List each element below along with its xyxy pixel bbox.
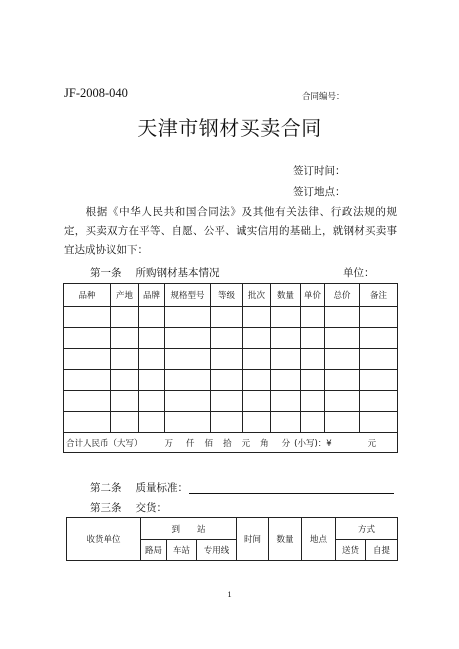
table-cell[interactable] (111, 328, 139, 349)
arrival-station-header: 到 站 (141, 518, 237, 540)
table-row (64, 391, 398, 412)
table-cell[interactable] (301, 349, 325, 370)
column-header: 品牌 (139, 284, 165, 307)
table-cell[interactable] (211, 349, 243, 370)
delivery-header-row (67, 518, 398, 540)
table-cell[interactable] (243, 412, 271, 433)
table-cell[interactable] (271, 307, 301, 328)
table-cell[interactable] (360, 391, 398, 412)
article-3-heading (90, 500, 167, 515)
table-row (64, 370, 398, 391)
article-1-heading (90, 265, 220, 280)
railway-bureau-header: 路局 (141, 540, 167, 561)
table-cell[interactable] (139, 349, 165, 370)
table-row (64, 328, 398, 349)
table-cell[interactable] (139, 412, 165, 433)
table-cell[interactable] (111, 370, 139, 391)
table-row (64, 349, 398, 370)
table-cell[interactable] (165, 349, 211, 370)
table-cell[interactable] (243, 349, 271, 370)
table-cell[interactable] (360, 370, 398, 391)
table-cell[interactable] (139, 370, 165, 391)
intro-paragraph (64, 203, 397, 260)
unit-yuan: 元 (241, 438, 251, 449)
form-code: JF-2008-040 (64, 86, 128, 100)
table-cell[interactable] (111, 391, 139, 412)
delivery-table (66, 517, 398, 561)
unit-label: 单位： (343, 267, 375, 279)
unit-shi: 拾 (223, 438, 232, 449)
table-cell[interactable] (360, 349, 398, 370)
place-header: 地点 (302, 518, 336, 561)
table-cell[interactable] (301, 412, 325, 433)
table-cell[interactable] (139, 391, 165, 412)
table-cell[interactable] (64, 370, 111, 391)
table-cell[interactable] (325, 370, 360, 391)
article-2-number: 第二条 (90, 482, 122, 494)
quantity-header: 数量 (269, 518, 302, 561)
time-header: 时间 (237, 518, 269, 561)
table-cell[interactable] (271, 328, 301, 349)
table-cell[interactable] (64, 412, 111, 433)
table-cell[interactable] (360, 307, 398, 328)
table-cell[interactable] (325, 307, 360, 328)
table-cell[interactable] (325, 391, 360, 412)
table-cell[interactable] (243, 370, 271, 391)
table-cell[interactable] (165, 328, 211, 349)
table-cell[interactable] (360, 328, 398, 349)
table-cell[interactable] (165, 412, 211, 433)
table-cell[interactable] (64, 391, 111, 412)
column-header: 品种 (64, 284, 111, 307)
unit-jiao: 角 (260, 438, 269, 449)
table-cell[interactable] (301, 307, 325, 328)
quality-standard-blank[interactable] (189, 493, 394, 494)
table-cell[interactable] (111, 412, 139, 433)
intro-text: 根据《中华人民共和国合同法》及其他有关法律、行政法规的规定，买卖双方在平等、自愿、公平、诚实信用的基础上，就钢材买卖事宜达成协议如下： (64, 206, 397, 256)
table-row (64, 307, 398, 328)
table-cell[interactable] (111, 307, 139, 328)
table-cell[interactable] (301, 328, 325, 349)
table-cell[interactable] (325, 328, 360, 349)
unit-qian: 仟 (186, 438, 195, 449)
total-label: 合计人民币（大写） (66, 438, 143, 449)
lowercase-amount-label: (小写)：¥ (294, 438, 332, 449)
article-2-heading (90, 480, 188, 495)
article-3-number: 第三条 (90, 502, 122, 514)
page-number: 1 (227, 589, 232, 599)
table-cell[interactable] (271, 349, 301, 370)
table-cell[interactable] (360, 412, 398, 433)
column-header: 单价 (301, 284, 325, 307)
article-1-number: 第一条 (90, 267, 122, 279)
document-title: 天津市钢材买卖合同 (137, 116, 322, 140)
table-row (64, 412, 398, 433)
table-cell[interactable] (139, 307, 165, 328)
table-cell[interactable] (271, 391, 301, 412)
table-cell[interactable] (64, 307, 111, 328)
table-cell[interactable] (139, 328, 165, 349)
unit-fen: 分 (281, 438, 291, 449)
column-header: 等级 (211, 284, 243, 307)
unit-wan: 万 (164, 438, 174, 449)
table-cell[interactable] (165, 370, 211, 391)
station-header: 车站 (167, 540, 197, 561)
steel-info-table (63, 283, 398, 453)
private-line-header: 专用线 (197, 540, 237, 561)
pickup-header: 自提 (366, 540, 398, 561)
table-header-row (64, 284, 398, 307)
table-cell[interactable] (64, 328, 111, 349)
article-1-subject: 所购钢材基本情况 (135, 267, 220, 279)
column-header: 规格型号 (165, 284, 211, 307)
table-cell[interactable] (211, 307, 243, 328)
column-header: 数量 (271, 284, 301, 307)
column-header: 产地 (111, 284, 139, 307)
unit-bai: 佰 (204, 438, 214, 449)
table-cell[interactable] (271, 412, 301, 433)
table-cell[interactable] (325, 349, 360, 370)
table-cell[interactable] (301, 370, 325, 391)
column-header: 备注 (360, 284, 398, 307)
column-header: 批次 (243, 284, 271, 307)
table-cell[interactable] (165, 307, 211, 328)
delivery-header: 送货 (336, 540, 366, 561)
table-cell[interactable] (243, 391, 271, 412)
table-cell[interactable] (211, 328, 243, 349)
signing-place-label: 签订地点： (293, 186, 346, 198)
table-cell[interactable] (301, 391, 325, 412)
column-header: 总价 (325, 284, 360, 307)
table-cell[interactable] (243, 307, 271, 328)
method-header: 方式 (336, 518, 398, 540)
table-cell[interactable] (111, 349, 139, 370)
table-cell[interactable] (165, 391, 211, 412)
receiver-unit-header: 收货单位 (67, 518, 141, 561)
signing-time-label: 签订时间： (293, 165, 346, 177)
article-2-subject: 质量标准： (135, 482, 188, 494)
table-cell[interactable] (271, 370, 301, 391)
table-cell[interactable] (211, 391, 243, 412)
contract-number-label: 合同编号： (302, 92, 345, 102)
article-3-subject: 交货： (135, 502, 167, 514)
table-cell[interactable] (243, 328, 271, 349)
total-row (64, 433, 398, 453)
yuan-suffix: 元 (367, 438, 377, 449)
table-cell[interactable] (211, 412, 243, 433)
table-cell[interactable] (325, 412, 360, 433)
table-cell[interactable] (64, 349, 111, 370)
total-amount-cell[interactable] (64, 433, 398, 453)
table-cell[interactable] (211, 370, 243, 391)
